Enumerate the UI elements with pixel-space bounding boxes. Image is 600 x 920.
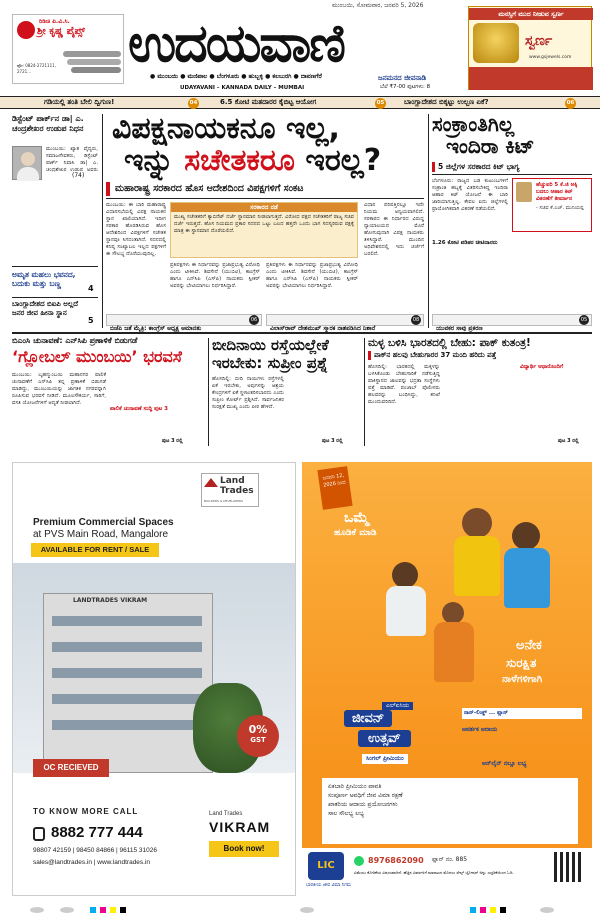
obituary-body: ಮುಂಬಯಿ: ಖ್ಯಾತ ವೈದ್ಯರು, ಸಮಾಜಸೇವಕರು, ಡಿಸ್ಟೆಂಟ್ ಪಾರ್ಕ್ ನಿವಾಸಿ ಡಾ| ಎ. ಚಂದ್ರಶೇಖರ ಉಡುಪ ಅವರು	[46, 146, 98, 172]
lead-info-box-title: ಸರಕಾರದ ನಡೆ	[171, 203, 357, 212]
lead-footer-b-text: ವಿಲಾಸ್‌ರಾವ್ ದೇಶಮುಖ್ ಸ್ಮಾರಕ ನಾಶಪಡಿಸಿದ ನಿಶಾನೆ	[270, 325, 376, 332]
gst-bottom: GST	[250, 736, 266, 744]
feature-item: ಸಂಪೂರ್ಣ ಅವಧಿಗೆ ಜೀವ ವಿಮಾ ರಕ್ಷಣೆ	[328, 792, 403, 799]
print-registration-strip	[0, 904, 600, 918]
price-pages: ಬೆಲೆ ₹7-00 ಪುಟಗಳು: 8	[380, 84, 431, 90]
plan-name-2: ಉತ್ಸವ್	[358, 730, 411, 747]
newspaper-title: ಉದಯವಾಣಿ	[128, 14, 344, 74]
masthead	[0, 0, 600, 95]
lic-whatsapp[interactable]: 8976862090	[368, 856, 424, 865]
right-lead-highlight: 1.26 ಕೋಟಿ ಪಡಿತರ ಚೀಟಿದಾರರು	[432, 240, 498, 246]
plan-name-1: ಜೀವನ್	[344, 710, 392, 727]
oc-received-badge: OC RECIEVED	[33, 759, 109, 777]
feature-item: ಏಕಬಾರಿ ಪ್ರೀಮಿಯಂ ಪಾವತಿ	[328, 783, 382, 790]
lic-tagline-2: ಹೂಡಿಕೆ ಮಾಡಿ	[334, 528, 377, 538]
lic-footer	[302, 848, 592, 896]
obituary-photo	[12, 146, 42, 180]
obituary-headline[interactable]: ಡಿಸ್ಟೆಂಟ್ ಪಾರ್ಕ್‌ನ ಡಾ| ಎ. ಚಂದ್ರಶೇಖರ ಉಡುಪ ನಿಧನ	[12, 114, 84, 133]
building-photo	[13, 563, 296, 773]
lead-footer-b-page: 08	[412, 317, 420, 323]
teaser-2-text[interactable]: 6.5 ಕೋಟಿ ಮತದಾರರ ಕೈಬಿಟ್ಟ ಆಯೋಗ	[220, 98, 317, 106]
lead-headline-part-c: ಇರಲ್ಲ?	[294, 143, 382, 178]
plan-online: ಆನ್‌ಲೈನ್ ನಲ್ಲೂ ಲಭ್ಯ	[482, 760, 527, 767]
plan-tag: ಆವರ್ತಕ ಆದಾಯ	[462, 726, 498, 733]
obituary-age: (74)	[72, 172, 85, 179]
editions-line: ● ಮುಂಬಯಿ ● ಮಣಿಪಾಲ ● ಬೆಂಗಳೂರು ● ಹುಬ್ಬಳ್ಳಿ ● ಕಲಬುರಗಿ ● ದಾವಣಗೆರೆ	[150, 73, 322, 80]
story-stray-dogs-body: ಹೊಸದಿಲ್ಲಿ: ಬೀದಿ ನಾಯಿಗಳು ರಸ್ತೆಗಳಲ್ಲಿ ಏಕೆ ಇರಬೇಕು, ಅವುಗಳನ್ನು ಆಶ್ರಯ ಕೇಂದ್ರಗಳಿಗೆ ಏಕೆ ಸ್ಥಳಾಂತರಿಸಬಾರದು ಎಂದು ಸುಪ್ರೀಂ ಕೋರ್ಟ್ ಪ್ರಶ್ನಿಸಿದೆ. ಸಾರ್ವಜನಿಕರ ಸುರಕ್ಷತೆ ಮುಖ್ಯ ಎಂದು ಪೀಠ ಹೇಳಿದೆ.	[212, 376, 284, 410]
story-bmc-headline[interactable]: ‘ಗ್ಲೋಬಲ್ ಮುಂಬಯಿ’ ಭರವಸೆ	[12, 347, 182, 366]
lic-plan-no: ಪ್ಲಾನ್ ನಂ. 885	[432, 856, 468, 863]
story-bmc-body: ಮುಂಬಯಿ: ಬೃಹನ್ಮುಂಬಯಿ ಮಹಾನಗರ ಪಾಲಿಕೆ ಚುನಾವಣೆಗೆ ಎನ್‌ಸಿಪಿ ತನ್ನ ಪ್ರಣಾಳಿಕೆ ಬಿಡುಗಡೆ ಮಾಡಿದ್ದು, ಮುಂಬಯಿಯನ್ನು ಜಾಗತಿಕ ನಗರವನ್ನಾಗಿ ರೂಪಿಸುವ ಭರವಸೆ ನೀಡಿದೆ. ಮೂಲಸೌಕರ್ಯ, ಸಾರಿಗೆ, ವಸತಿ ಯೋಜನೆಗಳಿಗೆ ಆದ್ಯತೆ ನೀಡಲಾಗಿದೆ.	[12, 372, 106, 406]
teaser-3-text[interactable]: ಬಾಂಗ್ಲಾದೇಶದ ಬಿಕ್ಕಟ್ಟು ಉಲ್ಬಣ ಏಕೆ?	[404, 98, 489, 106]
right-lead-footer-page: 05	[580, 317, 588, 323]
logo-sub: BUILDERS & DEVELOPERS	[204, 499, 244, 503]
ad-left-alt-phones[interactable]: 98807 42159 | 98450 84866 | 96115 31026	[33, 847, 157, 854]
book-now-button[interactable]: Book now!	[209, 841, 279, 857]
ad-left-brand-big: VIKRAM	[209, 819, 271, 835]
teaser-3-page: 06	[565, 98, 576, 109]
story-pak-body-3	[520, 374, 592, 436]
ad-left-brand-small: Land Trades	[209, 811, 243, 817]
masthead-left-ad[interactable]	[12, 14, 124, 84]
jewellery-image	[473, 23, 519, 63]
right-ad-url[interactable]: www.gsjewels.com	[529, 55, 572, 60]
lead-headline-line2[interactable]	[124, 144, 381, 178]
ad-left-title-1: Premium Commercial Spaces	[33, 517, 174, 528]
story-bmc-kicker[interactable]: ಬಿಎಂಸಿ ಚುನಾವಣೆ: ಎನ್‌ಸಿಪಿ ಪ್ರಣಾಳಿಕೆ ಬಿಡುಗಡೆ	[12, 336, 138, 345]
right-lead-body: ಬೆಂಗಳೂರು: ರಾಜ್ಯದ ಬಡ ಕುಟುಂಬಗಳಿಗೆ ಸಂಕ್ರಾಂತಿ ಹಬ್ಬಕ್ಕೆ ವಿತರಿಸಬೇಕಿದ್ದ ಇಂದಿರಾ ಆಹಾರ ಕಿಟ್ ಯೋಜನೆ ಈ ಬಾರಿ ಜಾರಿಯಾಗುತ್ತಿಲ್ಲ. ಕೇವಲ ಐದು ಜಿಲ್ಲೆಗಳಲ್ಲಿ ಪ್ರಾಯೋಗಿಕವಾಗಿ ವಿತರಣೆ ನಡೆಯಲಿದೆ.	[432, 178, 508, 212]
lead-headline-line1[interactable]: ವಿಪಕ್ಷನಾಯಕನೂ ಇಲ್ಲ,	[112, 111, 340, 146]
lead-info-box	[170, 202, 358, 258]
right-lead-story	[432, 112, 592, 332]
ad-lic[interactable]	[302, 462, 592, 896]
story-pak-body-2	[444, 364, 516, 446]
right-lead-footer-text: ಯುವಕರ ಸಾವು ಪ್ರಕರಣ	[436, 325, 483, 332]
lead-headline-part-b: ಸಚೇತಕರೂ	[184, 143, 295, 178]
right-ad-strip	[469, 67, 593, 90]
right-lead-headline-line1[interactable]: ಸಂಕ್ರಾಂತಿಗಿಲ್ಲ	[432, 112, 515, 136]
right-ad-headline: ಮನಸ್ಸಿಗೆ ಮುದ ನೀಡುವ ಸ್ವರ್ಣ	[469, 8, 593, 20]
left-ad-brand-line1: ರಿಡಿಚಿ ಪಿ.ವಿ.ಸಿ.	[39, 18, 70, 25]
lead-story	[106, 111, 424, 332]
lead-subhead-text: ಮಹಾರಾಷ್ಟ್ರ ಸರಕಾರದ ಹೊಸ ಆದೇಶದಿಂದ ವಿಪಕ್ಷಗಳಿಗೆ ಸಂಕಟ	[115, 183, 304, 194]
story-pak-headline[interactable]: ಮಳ್ಳ ಬಳಿಸಿ ಭಾರತದಲ್ಲಿ ಬೇಹು: ಪಾಕ್ ಕುತಂತ್ರ!	[368, 337, 531, 349]
ad-left-contact[interactable]: sales@landtrades.in | www.landtrades.in	[33, 859, 151, 866]
index-item-1-page: 4	[88, 284, 94, 293]
story-stray-dogs-headline-2[interactable]: ಇರಬೇಕು: ಸುಪ್ರೀಂ ಪ್ರಶ್ನೆ	[212, 354, 328, 372]
plan-type: ನಾನ್-ಲಿಂಕ್ಡ್ ... ಪ್ಲಾನ್	[462, 708, 582, 719]
gst-badge	[237, 715, 279, 757]
index-item-1[interactable]: ಅಮೃತ ಮಹಲು ಭವನದ, ಬದುಕು ಮತ್ತು ಬಣ್ಣ	[12, 270, 76, 288]
teaser-2-page: 05	[375, 98, 386, 109]
lead-info-box-body: ಮುಖ್ಯ ಸಚೇತಕರಿಗೆ ಕ್ಯಾಬಿನೆಟ್ ದರ್ಜೆ ಸ್ಥಾನಮಾನ ನೀಡಲಾಗುತ್ತದೆ. ವಿರೋಧ ಪಕ್ಷದ ಸಚೇತಕರಿಗೆ ರಾಜ್ಯ ಸಚಿವ ದರ್ಜೆ ಇರುತ್ತದೆ. ಹೊಸ ನಿಯಮದ ಪ್ರಕಾರ ಸದನದ ಒಟ್ಟು ಬಲದ ಹತ್ತನೇ ಒಂದು ಭಾಗ ಸದಸ್ಯರಿರುವ ಪಕ್ಷಕ್ಕೆ ಮಾತ್ರ ಈ ಸ್ಥಾನಮಾನ ದೊರೆಯಲಿದೆ.	[174, 214, 354, 234]
lead-footer-a[interactable]	[106, 314, 262, 332]
kit-image	[516, 182, 532, 202]
plan-sub: ಸಿಂಗಲ್ ಪ್ರೀಮಿಯಂ	[362, 754, 408, 764]
story-bmc	[12, 336, 206, 448]
ad-left-title-2: at PVS Main Road, Mangalore	[33, 529, 169, 540]
lic-tagline-3: ಅನೇಕ	[516, 638, 542, 653]
whatsapp-icon	[354, 856, 364, 866]
right-lead-body-3	[512, 236, 592, 310]
right-lead-footer[interactable]	[432, 314, 592, 332]
lic-tagline-1: ಒಮ್ಮೆ	[344, 510, 370, 526]
right-lead-sidebar-quote: - ಸಚಿವ ಕೆ.ಎಚ್. ಮುನಿಯಪ್ಪ	[536, 205, 584, 211]
story-stray-dogs-continued[interactable]: ಪುಟ 3 ರಲ್ಲಿ	[322, 438, 343, 444]
lic-name: ಭಾರತೀಯ ಜೀವ ವಿಮಾ ನಿಗಮ	[306, 883, 352, 888]
english-name: UDAYAVANI – KANNADA DAILY – MUMBAI	[180, 85, 305, 91]
left-ad-info: ಫೋ: 0824-2721111, 2721...	[17, 63, 56, 74]
story-stray-dogs-body-2	[288, 376, 362, 438]
ad-land-trades[interactable]	[12, 462, 296, 896]
lead-footer-b[interactable]	[266, 314, 424, 332]
tagline: ಜನಮನದ ಜೀವನಾಡಿ	[378, 74, 427, 82]
phone-icon	[33, 827, 45, 841]
lead-footer-a-page: 06	[250, 317, 258, 323]
feature-item: ಖಾತರಿಯ ಆದಾಯ ಪ್ರಯೋಜನಗಳು	[328, 801, 398, 808]
lead-body-col2: ಪ್ರತಿಪಕ್ಷಗಳು ಈ ನಿರ್ಧಾರವನ್ನು ಪ್ರಜಾಪ್ರಭುತ್ವ ವಿರೋಧಿ ಎಂದು ಟೀಕಿಸಿವೆ. ಶಿವಸೇನೆ (ಯುಬಿಟಿ), ಕಾಂಗ್ರೆಸ್ ಹಾಗೂ ಎನ್‌ಸಿಪಿ (ಎಸ್‌ಪಿ) ನಾಯಕರು ಸ್ಪೀಕರ್ ಅವರನ್ನು ಭೇಟಿಯಾಗಲು ನಿರ್ಧರಿಸಿದ್ದಾರೆ.	[170, 262, 260, 289]
story-pak-body: ಹೊಸದಿಲ್ಲಿ: ಭಾರತದಲ್ಲಿ ಮಕ್ಕಳನ್ನು ಬಳಸಿಕೊಂಡು ಬೇಹುಗಾರಿಕೆ ನಡೆಸುತ್ತಿದ್ದ ಪಾಕಿಸ್ಥಾನದ ಜಾಲವನ್ನು ಭದ್ರತಾ ಸಂಸ್ಥೆಗಳು ಪತ್ತೆ ಮಾಡಿವೆ. ಪಂಜಾಬ್ ಪೊಲೀಸರು ಹಲವರನ್ನು ಬಂಧಿಸಿದ್ದು, ತನಿಖೆ ಮುಂದುವರಿದಿದೆ.	[368, 364, 440, 405]
left-ad-brand-line2: ಶ್ರೀ ಕೃಷ್ಣ ಪೈಪ್ಸ್	[37, 26, 86, 37]
logo-top: Land	[220, 476, 245, 486]
know-more-label: TO KNOW MORE CALL	[33, 807, 139, 816]
lic-logo	[308, 852, 344, 880]
story-bmc-body-2	[110, 372, 206, 404]
lead-body-col2b: ಪ್ರತಿಪಕ್ಷಗಳು ಈ ನಿರ್ಧಾರವನ್ನು ಪ್ರಜಾಪ್ರಭುತ್ವ ವಿರೋಧಿ ಎಂದು ಟೀಕಿಸಿವೆ. ಶಿವಸೇನೆ (ಯುಬಿಟಿ), ಕಾಂಗ್ರೆಸ್ ಹಾಗೂ ಎನ್‌ಸಿಪಿ (ಎಸ್‌ಪಿ) ನಾಯಕರು ಸ್ಪೀಕರ್ ಅವರನ್ನು ಭೇಟಿಯಾಗಲು ನಿರ್ಧರಿಸಿದ್ದಾರೆ.	[266, 262, 358, 289]
left-column	[12, 114, 98, 328]
masthead-right-ad[interactable]	[468, 6, 592, 90]
story-bmc-promo[interactable]: ಪಾಲಿಕೆ ಚುನಾವಣೆ ಸುದ್ದಿ ಪುಟ 3	[110, 406, 168, 412]
lead-body-col1: ಮುಂಬಯಿ: ಈ ಬಾರಿ ಮಹಾರಾಷ್ಟ್ರ ವಿಧಾನಸಭೆಯಲ್ಲಿ ವಿಪಕ್ಷ ನಾಯಕನ ಸ್ಥಾನ ಖಾಲಿಯಾಗಿದೆ. ಇದೀಗ ಸರಕಾರ ಹೊರಡಿಸಿರುವ ಹೊಸ ಆದೇಶದಿಂದ ವಿಪಕ್ಷಗಳಿಗೆ ಸಚೇತಕ ಸ್ಥಾನವೂ ಸಿಗದಂತಾಗಿದೆ. ಸದನದಲ್ಲಿ ಕನಿಷ್ಠ ಸಂಖ್ಯಾಬಲ ಇಲ್ಲದ ಪಕ್ಷಗಳಿಗೆ ಈ ಸೌಲಭ್ಯ ದೊರೆಯುವುದಿಲ್ಲ.	[106, 202, 166, 257]
index-item-2[interactable]: ಬಾಂಗ್ಲಾದೇಶದ ಬಿಐಪಿ ಅಲ್ಲದೆ ಜನರ ಜೀವ ಹೀನಾ ಸ್ಥಾನ	[12, 300, 78, 317]
lic-sticker: ಜನವರಿ 12, 2026 ರಿಂದ	[317, 466, 352, 510]
teaser-1-text[interactable]: ಗಡಿಯಲ್ಲಿ ತಂತಿ ಬೇಲಿ ದ್ವಿಗುಣ!	[44, 98, 115, 106]
right-lead-headline-line2[interactable]: ಇಂದಿರಾ ಕಿಟ್	[446, 134, 535, 158]
right-lead-subhead: 5 ಜಿಲ್ಲೆಗಳ ಸರಕಾರದ ಕಿಟ್ ಭಾಗ್ಯ	[432, 162, 592, 172]
teaser-1-page: 04	[188, 98, 199, 109]
land-trades-house-icon	[204, 478, 218, 487]
lead-headline-part-a: ಇನ್ನು	[124, 143, 185, 178]
ad-left-available-badge: AVAILABLE FOR RENT / SALE	[31, 543, 159, 557]
obituary-body-cont	[12, 184, 98, 264]
right-ad-brand: ಸ್ವರ್ಣ	[525, 33, 553, 49]
story-pak-subhead: ಪಾಕ್‌ನ ಹಲವು ಬೇಹುಗಾರರ 37 ಮಂದಿ ಹರಿದು ಪತ್ತೆ	[368, 351, 496, 360]
lic-logo-text: LIC	[317, 860, 335, 871]
story-stray-dogs-headline-1[interactable]: ಬೀದಿನಾಯಿ ರಸ್ತೆಯಲ್ಲೇಕೆ	[212, 336, 329, 354]
plan-top: ಎಲ್‌ಐಸಿಯ	[382, 702, 413, 710]
story-pak-continued[interactable]: ಪುಟ 3 ರಲ್ಲಿ	[558, 438, 579, 444]
jeevan-utsav-logo	[336, 702, 452, 770]
right-lead-sidebar-text: ಹೆಚ್ಚುವರಿ 5 ಕೆ.ಜಿ ಅಕ್ಕಿ ಬದಲು ಆಹಾರ ಕಿಟ್ ವಿತರಣೆಗೆ ತೀರ್ಮಾನ	[536, 182, 578, 202]
land-trades-logo	[201, 473, 259, 507]
feature-item: ಸಾಲ ಸೌಲಭ್ಯ ಲಭ್ಯ	[328, 810, 365, 817]
logo-bottom: Trades	[220, 486, 254, 496]
right-lead-sidebar-box	[512, 178, 592, 232]
lic-tagline-5: ನಾಳೆಗಳಿಗಾಗಿ	[502, 674, 543, 685]
story-pak-note-title: ವಿದ್ಯಾರ್ಥಿ ಆಧಾರೊಂದಿಗೆ	[520, 364, 564, 370]
lead-subhead	[106, 182, 424, 196]
building-body	[43, 593, 213, 773]
lic-tagline-4: ಸುರಕ್ಷಿತ	[506, 656, 537, 670]
lead-footer-a-text: ಬಿಜೆಪಿ ಜತೆ ಮೈತ್ರಿ: ಕಾಂಗ್ರೆಸ್ ಅಧ್ಯಕ್ಷ ಅಮಾನತು	[110, 325, 202, 332]
story-pak-espionage	[368, 336, 592, 448]
pipes-illustration	[63, 45, 121, 79]
pipe-brand-logo-icon	[17, 21, 35, 39]
ad-left-phone[interactable]: 8882 777 444	[51, 824, 143, 841]
lic-disclaimer: ವಿಮೆಯು ಕೋರಿಕೆಯ ವಿಷಯವಾಗಿದೆ. ಹೆಚ್ಚಿನ ವಿವರಗಳಿಗೆ ಮಾರಾಟದ ಮೊದಲು ಸೇಲ್ಸ್ ಬ್ರೋಷರ್ ಅನ್ನು ಎಚ್ಚರಿಕೆಯಿಂದ ಓದಿ.	[354, 870, 514, 875]
index-item-2-page: 5	[88, 316, 94, 325]
building-sign: LANDTRADES VIKRAM	[73, 597, 148, 604]
gst-top: 0%	[248, 723, 268, 736]
family-photo	[362, 502, 582, 702]
teaser-bar	[0, 96, 600, 109]
story-stray-dogs	[212, 336, 362, 448]
right-lead-body-2	[432, 250, 508, 310]
lic-qr-icon	[554, 852, 584, 882]
story-bmc-continued[interactable]: ಪುಟ 3 ರಲ್ಲಿ	[162, 438, 183, 444]
lead-body-col3: ವಿಧಾನ ಪರಿಷತ್ತಿನಲ್ಲೂ ಇದೇ ನಿಯಮ ಅನ್ವಯವಾಗಲಿದೆ. ಸರಕಾರದ ಈ ನಿರ್ಧಾರದ ವಿರುದ್ಧ ನ್ಯಾಯಾಲಯದ ಮೊರೆ ಹೋಗುವುದಾಗಿ ವಿಪಕ್ಷ ನಾಯಕರು ತಿಳಿಸಿದ್ದಾರೆ. ಮುಂದಿನ ಅಧಿವೇಶನದಲ್ಲಿ ಇದು ಚರ್ಚೆಗೆ ಬರಲಿದೆ.	[364, 202, 424, 257]
plan-features	[322, 778, 578, 844]
dateline: ಮುಂಬಯಿ, ಸೋಮವಾರ, ಜನವರಿ 5, 2026	[332, 2, 424, 9]
